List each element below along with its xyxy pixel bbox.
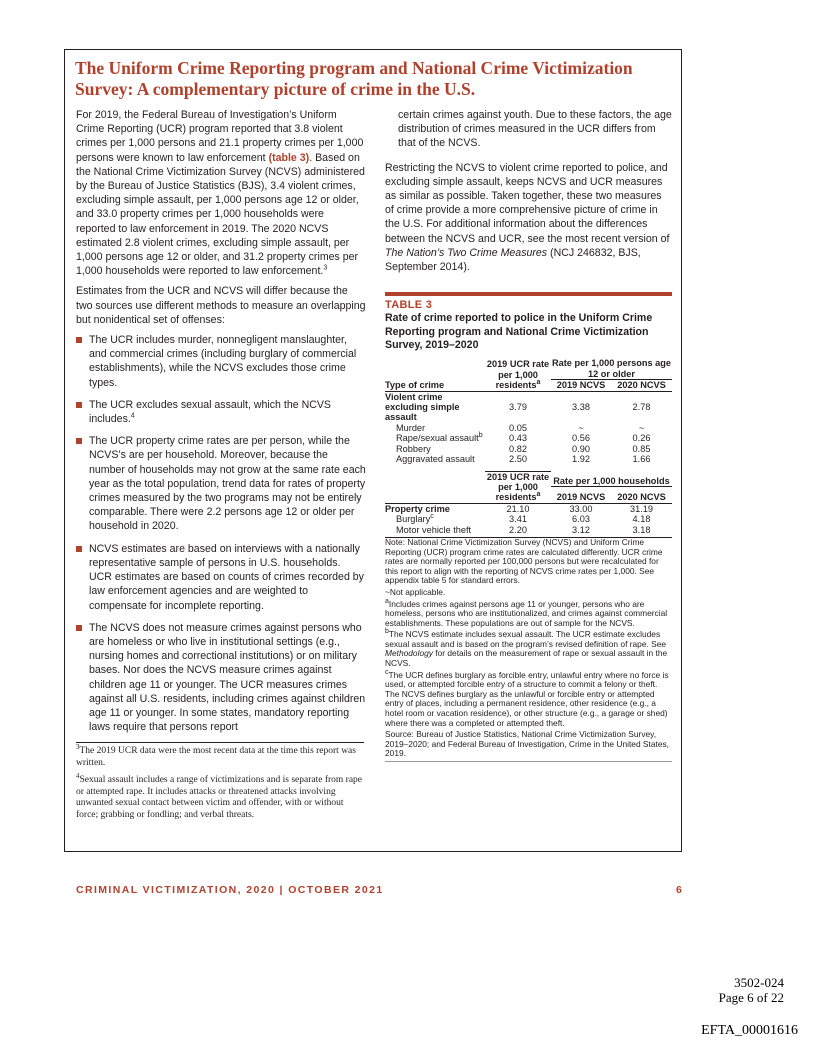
col-header-persons: Rate per 1,000 persons age 12 or older (552, 358, 671, 379)
publication-title: The Nation’s Two Crime Measures (385, 246, 548, 259)
not-applicable-note: ~Not applicable. (385, 586, 446, 597)
continued-bullet-text: certain crimes against youth. Due to these factors, the age distribution of crimes measured in the UCR differs from that of the NCVS. (398, 109, 672, 150)
list-item: The UCR includes murder, nonnegligent manslaughter, and commercial crimes (including burglary of commercial establishments), while the NCVS excludes those crime types. (76, 333, 366, 390)
table-3-link[interactable]: (table 3) (268, 151, 310, 164)
left-column (76, 108, 366, 827)
property-rows (385, 503, 672, 535)
col-header-2019-b: 2019 NCVS (551, 487, 611, 503)
sidebar-title: The Uniform Crime Reporting program and National Crime Victimization Survey: A complementary picture of crime in the U.S. (75, 58, 633, 99)
page-count-stamp: Page 6 of 22 (718, 990, 784, 1005)
table-label: TABLE 3 (385, 299, 433, 312)
table-cell: 1.66 (632, 454, 651, 465)
table-cell: Aggravated assault (396, 454, 475, 465)
footnote-3: $^3$The 2019 UCR data were the most recent data at the time this report was written. (76, 743, 356, 768)
col-header-type: Type of crime (385, 380, 485, 391)
table-cell: 0.82 (509, 443, 527, 454)
table-row (385, 514, 672, 524)
table-cell: 0.85 (632, 443, 651, 454)
footer-title: CRIMINAL VICTIMIZATION, 2020 | OCTOBER 2021 (76, 884, 384, 896)
bullet-icon (76, 546, 82, 552)
differences-list (76, 333, 366, 734)
table-cell: 2.50 (509, 454, 527, 465)
violent-rows (385, 391, 672, 464)
table-row (385, 503, 672, 514)
page-number: 6 (676, 884, 682, 896)
table-cell: 1.92 (572, 454, 590, 465)
table-row (385, 433, 672, 443)
table-cell: 2.78 (632, 402, 651, 413)
list-item: The UCR excludes sexual assault, which the NCVS includes.$^4$ (76, 398, 366, 426)
table-cell: 3.12 (572, 524, 590, 535)
table-cell: 33.00 (569, 503, 593, 514)
table-cell: 2.20 (509, 524, 527, 535)
restricting-paragraph: Restricting the NCVS to violent crime reported to police, and excluding simple assault, keeps NCVS and UCR measures as similar as possible. Taken together, these two measures of crime provide a more comprehensive picture of crime in the U.S. For additional information about the differences between the NCVS and UCR, see the most recent version of The Nation’s Two Crime Measures (NCJ 246832, BJS, September 2014). (385, 161, 670, 274)
right-column (385, 108, 672, 762)
table-cell: 0.56 (572, 433, 590, 444)
list-item: The NCVS does not measure crimes against persons who are homeless or who live in institutional settings (e.g., nursing homes and correctional institutions) or on military bases. Nor does the NCVS measure crimes against children age 11 or younger. The UCR measures crimes against all U.S. residents, including crimes against children age 11 or younger. In some states, mandatory reporting laws require that persons report (76, 621, 366, 735)
footnote-4: $^4$Sexual assault includes a range of victimizations and is separate from rape or attempted rape. It includes attacks or threatened attacks involving unwanted sexual contact between victim and offender, with or without force; grabbing or fondling; and verbal threats. (76, 772, 363, 820)
table-cell: Murder (396, 422, 426, 433)
table-cell: 0.90 (572, 443, 590, 454)
list-item: The UCR property crime rates are per person, while the NCVS’s are per household. Moreover, because the number of households may not grow at the same rate each year as the total population, trend data for rates of property crimes measured by the two programs may not be entirely comparable. There were 2.2 persons age 12 or older per household in 2020. (76, 434, 366, 533)
footnote-ref-3[interactable]: 3 (323, 264, 328, 272)
table-row (385, 423, 672, 433)
table-cell: Rape/sexual assault$^b$ (396, 432, 483, 444)
footnote-divider (76, 742, 364, 743)
differences-paragraph: Estimates from the UCR and NCVS will differ because the two sources use different methods to measure an overlapping but nonidentical set of offenses: (76, 285, 366, 326)
table-row (385, 444, 672, 454)
table-cell: Property crime (385, 503, 450, 514)
efta-stamp: EFTA_00001616 (701, 1023, 798, 1038)
table-row (385, 454, 672, 464)
col-header-households: Rate per 1,000 households (551, 471, 672, 487)
table-title: Rate of crime reported to police in the Uniform Crime Reporting program and National Crime Victimization Survey, 2019–2020 (385, 312, 653, 352)
bates-stamp: 3502-024 (734, 975, 784, 990)
table-footnote-b: $^b$The NCVS estimate includes sexual assault. The UCR estimate excludes sexual assault and is based on the program’s revised definition of rape. See Methodology for details on the measurement of rape or sexual assault in the NCVS. (385, 628, 668, 669)
table-cell: 6.03 (572, 514, 590, 525)
col-header-2020-b: 2020 NCVS (611, 487, 672, 503)
table-cell: 0.26 (632, 433, 651, 444)
list-item: NCVS estimates are based on interviews with a nationally representative sample of persons in U.S. households. UCR estimates are based on counts of crimes recorded by law enforcement agencies and are weighted to compensate for incomplete reporting. (76, 542, 366, 613)
table-cell: 21.10 (506, 503, 530, 514)
table-cell: 3.18 (632, 524, 651, 535)
table-source: Source: Bureau of Justice Statistics, National Crime Victimization Survey, 2019–2020; and Federal Bureau of Investigation, Crime in the United States, 2019. (385, 730, 672, 762)
table-row (385, 391, 672, 423)
bullet-icon (76, 337, 82, 343)
table-cell: Motor vehicle theft (396, 524, 472, 535)
col-header-2019: 2019 NCVS (551, 380, 611, 391)
table-cell: 3.41 (509, 514, 527, 525)
table-cell: Burglary$^c$ (396, 513, 434, 525)
table-footnote-c: $^c$The UCR defines burglary as forcible entry, unlawful entry where no force is used, or attempted forcible entry of a structure to commit a felony or theft. The NCVS defines burglary as the unlawful or forcible entry or attempted entry of places, including a permanent residence, other residence (e.g., a hotel room or vacation residence), or other structure (e.g., a garage or shed) where there was a completed or attempted theft. (385, 668, 669, 728)
bullet-icon (76, 402, 82, 408)
table-cell: 3.38 (572, 402, 590, 413)
table-cell: 4.18 (632, 514, 651, 525)
footnote-ref-4[interactable]: 4 (130, 412, 135, 420)
table-row (385, 525, 672, 535)
col-header-ucr-2: 2019 UCR rate per 1,000 residents$^a$ (486, 471, 550, 503)
table-cell: ~ (638, 422, 645, 433)
table-top-rule (385, 292, 672, 296)
table-note: Note: National Crime Victimization Survey (NCVS) and Uniform Crime Reporting (UCR) program crime rates are calculated differently. UCR crime rates are normally reported per 100,000 persons but were recalculated for this report to align with the reporting of NCVS crime rates per 1,000. See appendix table 5 for standard errors. (385, 537, 672, 586)
col-header-ucr: 2019 UCR rate per 1,000 residents$^a$ (486, 359, 550, 391)
col-header-2020: 2020 NCVS (611, 380, 672, 391)
table-footnote-a: $^a$Includes crimes against persons age 11 or younger, persons who are homeless, persons who are institutionalized, and crimes against commercial establishments. These populations are out of sample for the NCVS. (385, 597, 668, 628)
table-cell: ~ (578, 422, 584, 433)
crime-rate-table (385, 358, 672, 535)
table-cell: Robbery (396, 443, 431, 454)
table-cell: 3.79 (509, 402, 527, 413)
table-cell: Violent crime excluding simple assault (385, 391, 460, 423)
table-cell: 0.43 (509, 433, 527, 444)
table-cell: 31.19 (630, 503, 653, 514)
bullet-icon (76, 438, 82, 444)
intro-paragraph: For 2019, the Federal Bureau of Investigation’s Uniform Crime Reporting (UCR) program reported that 3.8 violent crimes per 1,000 persons and 21.1 property crimes per 1,000 persons were known to law enforcement (table 3). Based on the National Crime Victimization Survey (NCVS) administered by the Bureau of Justice Statistics (BJS), 3.4 violent crimes, excluding simple assault, per 1,000 persons age 12 or older, and 33.0 property crimes per 1,000 households were reported to law enforcement in 2019. The 2020 NCVS estimated 2.8 violent crimes, excluding simple assault, per 1,000 persons age 12 or older, and 31.2 property crimes per 1,000 households were reported to law enforcement.$^3$ (76, 109, 365, 278)
table-cell: 0.05 (509, 422, 527, 433)
bullet-icon (76, 625, 82, 631)
